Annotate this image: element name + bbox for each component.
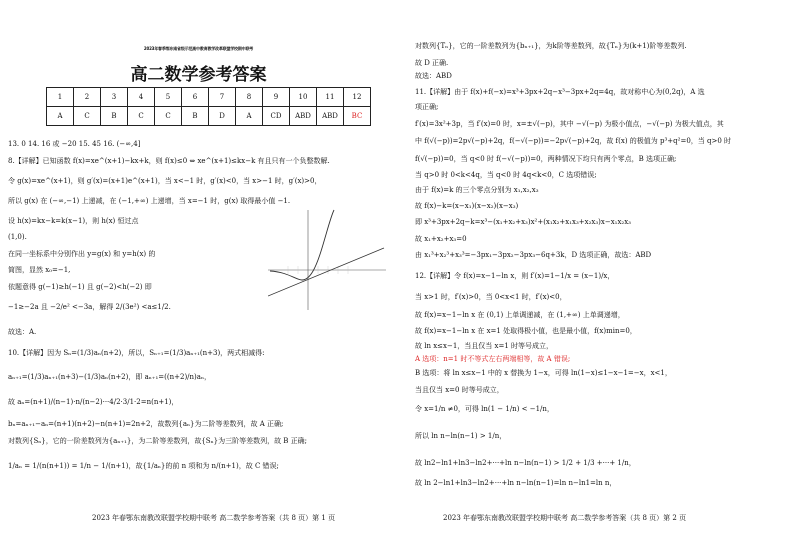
answer-number: 5: [155, 88, 182, 107]
answer-number: 8: [236, 88, 263, 107]
answer-number: 12: [344, 88, 371, 107]
answer-table-row-answers: [47, 107, 371, 126]
answer-number: 2: [74, 88, 101, 107]
text-line: 故 D 正确.: [415, 59, 449, 67]
text-line: f′(x)=3x²+3p，当 f′(x)=0 时，x=±√(−p)，其中 −√(−p) 为极小值点，−√(−p) 为极大值点，其: [415, 120, 724, 128]
answer-number: 9: [263, 88, 290, 107]
answer-number: 1: [47, 88, 74, 107]
text-line: 由 x₁³+x₂³+x₃³=−3px₁−3px₂−3px₃−6q+3k，D 选项正确，故选：ABD: [415, 251, 652, 259]
text-line: 故 ln x≤x−1，当且仅当 x=1 时等号成立，: [415, 342, 553, 350]
answer-choice: B: [182, 107, 209, 126]
text-line: 简图，显然 x₀=−1,: [8, 266, 71, 274]
footer-right: 2023 年春鄂东南教改联盟学校期中联考 高二数学参考答案（共 8 页）第 2 页: [443, 514, 687, 522]
text-line: 故选：ABD: [415, 72, 452, 80]
text-line: 项正确;: [415, 103, 439, 111]
text-line: 12.【详解】令 f(x)=x−1−ln x，则 f′(x)=1−1/x = (x−1)/x，: [415, 272, 615, 280]
text-line: 故 x₁+x₂+x₃=0: [415, 235, 467, 243]
exam-title: 2023年春季鄂东南省级示范高中教育教学改革联盟学校期中联考: [143, 46, 254, 51]
text-line: 故 f(x)=x−1−ln x 在 (0,1) 上单调递减，在 (1,+∞) 上单调递增，: [415, 311, 625, 319]
answer-key-title: 高二数学参考答案: [130, 65, 267, 85]
answer-number: 4: [128, 88, 155, 107]
text-line: 故 ln 2−ln1+ln3−ln2+···+ln n−ln(n−1)=ln n−ln1=ln n，: [415, 479, 617, 487]
text-line: B 选项：将 ln x≤x−1 中的 x 替换为 1−x，可得 ln(1−x)≤1−x−1=−x，x<1，: [415, 369, 672, 377]
text-line: 故 ln2−ln1+ln3−ln2+···+ln n−ln(n−1) > 1/2 + 1/3 +···+ 1/n，: [415, 459, 636, 467]
text-line: 所以 ln n−ln(n−1) > 1/n，: [415, 432, 507, 440]
text-line: 故 aₙ=(n+1)/(n−1)·n/(n−2)···4/2·3/1·2=n(n+1)，: [8, 398, 179, 406]
text-line: bₙ=aₙ₊₁−aₙ=(n+1)(n+2)−n(n+1)=2n+2，故数列{aₙ}为二阶等差数列，故 A 正确;: [8, 420, 284, 428]
text-line: 令 g(x)=xe^(x+1)，则 g′(x)=(x+1)e^(x+1)，当 x<−1 时，g′(x)<0，当 x>−1 时，g′(x)>0，: [8, 177, 322, 185]
answer-choice: C: [74, 107, 101, 126]
page-right: [397, 0, 794, 550]
answer-number: 7: [209, 88, 236, 107]
footer-left: 2023 年春鄂东南教改联盟学校期中联考 高二数学参考答案（共 8 页）第 1 页: [92, 514, 336, 522]
answer-choice: A: [236, 107, 263, 126]
answer-choice: ABD: [290, 107, 317, 126]
answer-table: [46, 87, 371, 126]
text-line: 8.【详解】已知函数 f(x)=xe^(x+1)−kx+k，则 f(x)≤0 ⇔ xe^(x+1)≤kx−k 有且只有一个负整数解.: [8, 157, 330, 165]
text-line: 在同一坐标系中分别作出 y=g(x) 和 y=h(x) 的: [8, 250, 156, 258]
text-line: 设 h(x)=kx−k=k(x−1)，则 h(x) 恒过点: [8, 217, 139, 225]
answer-choice: D: [209, 107, 236, 126]
text-line: 故 f(x)=x−1−ln x 在 x=1 处取得极小值，也是最小值，f(x)min=0，: [415, 327, 637, 335]
text-line: 依题意得 g(−1)≥h(−1) 且 g(−2)<h(−2) 即: [8, 283, 152, 291]
text-line: 所以 g(x) 在 (−∞,−1) 上递减，在 (−1,+∞) 上递增，当 x=−1 时，g(x) 取得最小值 −1.: [8, 197, 291, 205]
answer-choice: A: [47, 107, 74, 126]
text-line: (1,0).: [8, 233, 27, 241]
answer-choice: ABD: [317, 107, 344, 126]
text-line: −1≥−2a 且 −2/e² <−3a，解得 2/(3e²) <a≤1/2.: [8, 303, 171, 311]
line-h: [268, 248, 384, 296]
answer-number: 10: [290, 88, 317, 107]
text-line: 故选：A.: [8, 328, 37, 336]
text-line-highlight: A 选项：n=1 时不等式左右两端相等，故 A 错误;: [415, 355, 571, 363]
text-line: 10.【详解】因为 Sₙ=(1/3)aₙ(n+2)，所以，Sₙ₊₁=(1/3)aₙ₊₁(n+3)，两式相减得:: [8, 349, 265, 357]
answer-number: 3: [101, 88, 128, 107]
text-line: 对数列{Sₙ}，它的一阶差数列为{aₙ₊₁}，为二阶等差数列，故{Sₙ}为三阶等差数列，故 B 正确;: [8, 437, 308, 445]
text-line: 由于 f(x)=k 的三个零点分别为 x₁,x₂,x₃: [415, 186, 539, 194]
text-line: 故 f(x)−k=(x−x₁)(x−x₂)(x−x₃): [415, 202, 519, 210]
answer-choice: C: [155, 107, 182, 126]
curve-g: [270, 210, 334, 280]
text-line: 令 x=1/n ≠0，可得 ln(1 − 1/n) < −1/n，: [415, 405, 554, 413]
text-line: 1/aₙ = 1/(n(n+1)) = 1/n − 1/(n+1)，故{1/aₙ}的前 n 项和为 n/(n+1)，故 C 错误;: [8, 462, 279, 470]
answer-number: 11: [317, 88, 344, 107]
text-line: 11.【详解】由于 f(x)+f(−x)=x³+3px+2q−x³−3px+2q=4q，故对称中心为(0,2q)，A 选: [415, 88, 705, 96]
answer-table-row-numbers: [47, 88, 371, 107]
answer-choice: BC: [344, 107, 371, 126]
function-graph: [268, 208, 388, 313]
text-line: aₙ₊₁=(1/3)aₙ₊₁(n+3)−(1/3)aₙ(n+2)，即 aₙ₊₁=((n+2)/n)aₙ，: [8, 373, 211, 381]
text-line: 当 q>0 时 0<k<4q，当 q<0 时 4q<k<0，C 选项错误;: [415, 171, 597, 179]
answer-choice: C: [128, 107, 155, 126]
fill-in-answers: 13. 0 14. 16 或 −20 15. 45 16. (−∞,4]: [8, 140, 141, 148]
text-line: 对数列{Tₙ}，它的一阶差数列为{bₙ₊₁}，为k阶等差数列，故{Tₙ}为(k+1)阶等差数列.: [415, 42, 687, 50]
answer-choice: CD: [263, 107, 290, 126]
answer-choice: B: [101, 107, 128, 126]
text-line: 当且仅当 x=0 时等号成立，: [415, 386, 504, 394]
text-line: f(√(−p))=0，当 q<0 时 f(−√(−p))=0，两种情况下均只有两个零点，B 选项正确;: [415, 155, 677, 163]
answer-number: 6: [182, 88, 209, 107]
text-line: 当 x>1 时，f′(x)>0，当 0<x<1 时，f′(x)<0，: [415, 293, 567, 301]
text-line: 即 x³+3px+2q−k=x³−(x₁+x₂+x₃)x²+(x₁x₂+x₁x₃+x₂x₃)x−x₁x₂x₃: [415, 218, 631, 226]
text-line: 中 f(√(−p))=2p√(−p)+2q，f(−√(−p))=−2p√(−p)+2q，故 f(x) 的极值为 p³+q²=0，当 q>0 时: [415, 137, 732, 145]
